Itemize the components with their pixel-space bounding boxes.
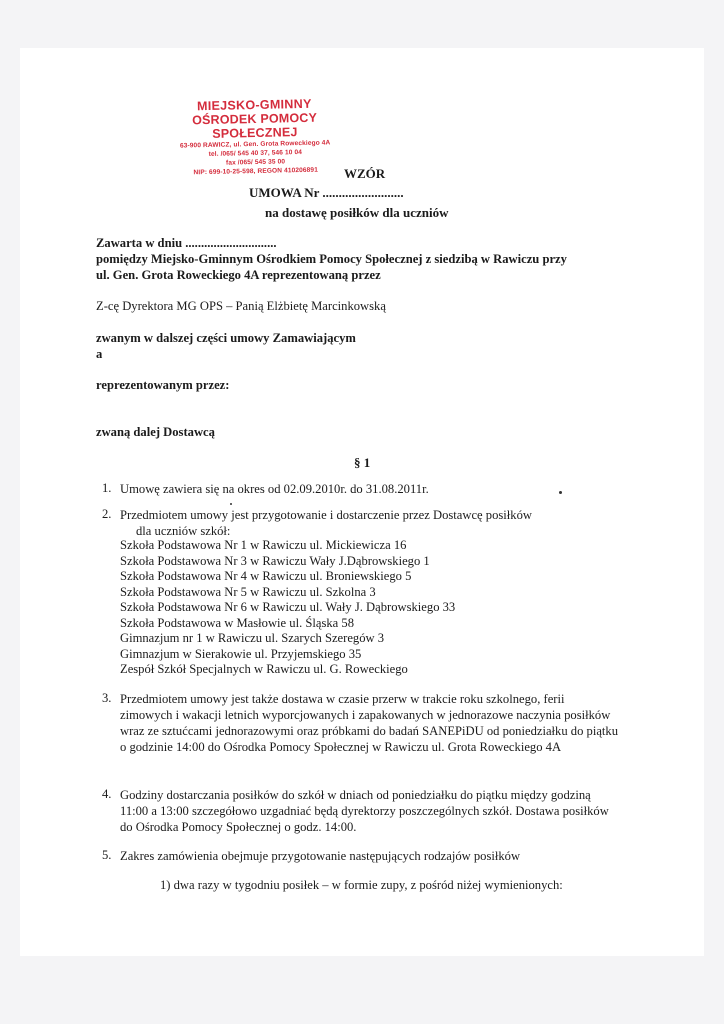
schools-list — [120, 538, 455, 678]
school-item: Szkoła Podstawowa Nr 5 w Rawiczu ul. Szkolna 3 — [120, 584, 376, 599]
item-3-number: 3. — [102, 691, 112, 705]
item-5-number: 5. — [102, 848, 112, 862]
conjunction-a: a — [96, 347, 103, 361]
school-item: Zespół Szkół Specjalnych w Rawiczu ul. G. Roweckiego — [120, 662, 408, 676]
representative: Z-cę Dyrektora MG OPS – Panią Elżbietę Marcinkowską — [96, 299, 386, 313]
stamp-phone: tel. /065/ 545 40 37, 546 10 04 — [208, 149, 303, 158]
represented-by: reprezentowanym przez: — [96, 378, 230, 392]
school-item: Gimnazjum w Sierakowie ul. Przyjemskiego 35 — [120, 646, 362, 661]
school-item: Szkoła Podstawowa w Masłowie ul. Śląska 58 — [120, 615, 355, 630]
item-4-text: Godziny dostarczania posiłków do szkół w dniach od poniedziałku do piątku między godziną 11:00 a 13:00 szczegółowo uzgadniać będą dyrektorzy poszczególnych szkół. Dostawa posiłków do Ośrodka Pomocy Społecznej o godz. 14:00. — [120, 788, 609, 834]
parties-line-2: ul. Gen. Grota Roweckiego 4A reprezentowaną przez — [96, 268, 381, 282]
stamp-address: 63-900 RAWICZ, ul. Gen. Grota Roweckiego 4A — [179, 139, 331, 150]
item-1-number: 1. — [102, 481, 112, 495]
organization-stamp — [149, 96, 361, 178]
item-4-number: 4. — [102, 787, 112, 801]
school-item: Szkoła Podstawowa Nr 3 w Rawiczu Wały J.Dąbrowskiego 1 — [120, 553, 430, 568]
section-symbol: § 1 — [354, 455, 371, 470]
stray-mark — [559, 491, 562, 494]
wzor-heading: WZÓR — [344, 166, 386, 181]
stamp-nip-regon: NIP: 699-10-25-598, REGON 410206891 — [193, 166, 319, 177]
item-5-subitem: 1) dwa razy w tygodniu posiłek – w formie zupy, z pośród niżej wymienionych: — [160, 878, 563, 892]
contract-subject: na dostawę posiłków dla uczniów — [265, 205, 449, 220]
item-3-text: Przedmiotem umowy jest także dostawa w czasie przerw w trakcie roku szkolnego, ferii zimowych i wakacji letnich wyporcjowanych i zapakowanych w jednorazowe naczynia posiłków wraz ze sztućcami jednorazowymi oraz próbkami do badań SANEPiDU od poniedziałku do piątku o godzinie 14:00 do Ośrodka Pomocy Społecznej w Rawiczu ul. Grota Roweckiego 4A — [120, 692, 619, 754]
contract-date: Zawarta w dniu ............................. — [96, 236, 277, 250]
school-item: Gimnazjum nr 1 w Rawiczu ul. Szarych Szeregów 3 — [120, 631, 385, 645]
item-1-text: Umowę zawiera się na okres od 02.09.2010r. do 31.08.2011r. — [120, 482, 429, 496]
item-2-number: 2. — [102, 507, 112, 521]
school-item: Szkoła Podstawowa Nr 6 w Rawiczu ul. Wały J. Dąbrowskiego 33 — [120, 600, 456, 614]
item-5-text: Zakres zamówienia obejmuje przygotowanie następujących rodzajów posiłków — [120, 849, 521, 863]
supplier-label: zwaną dalej Dostawcą — [96, 425, 215, 439]
school-item: Szkoła Podstawowa Nr 4 w Rawiczu ul. Broniewskiego 5 — [120, 569, 412, 583]
stray-mark-2 — [230, 503, 232, 505]
ordering-party: zwanym w dalszej części umowy Zamawiającym — [96, 331, 356, 345]
item-2-text-1: Przedmiotem umowy jest przygotowanie i dostarczenie przez Dostawcę posiłków — [120, 508, 532, 522]
school-item: Szkoła Podstawowa Nr 1 w Rawiczu ul. Mickiewicza 16 — [120, 538, 407, 552]
stamp-line-1: MIEJSKO-GMINNY — [196, 96, 312, 114]
stamp-fax: fax /065/ 545 35 00 — [225, 158, 286, 167]
item-2-text-2: dla uczniów szkół: — [136, 524, 231, 538]
parties-line-1: pomiędzy Miejsko-Gminnym Ośrodkiem Pomocy Społecznej z siedzibą w Rawiczu przy — [96, 252, 567, 266]
contract-number: UMOWA Nr ......................... — [249, 185, 404, 200]
stamp-line-2: OŚRODEK POMOCY SPOŁECZNEJ — [191, 110, 318, 141]
